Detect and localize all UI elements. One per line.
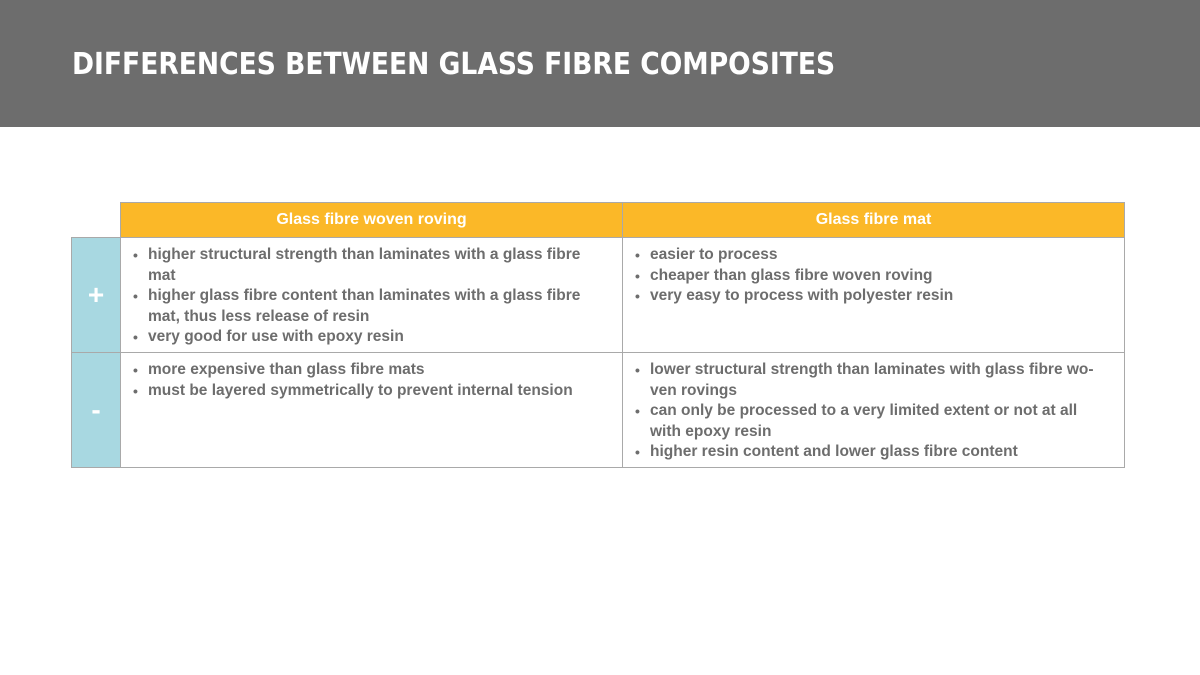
column-header-woven-roving: Glass fibre woven roving bbox=[121, 203, 623, 238]
list-item: • higher glass fibre content than laminates with a glass fibre mat, thus less release of resin bbox=[148, 286, 610, 327]
list-item: • must be layered symmetrically to prevent internal tension bbox=[148, 381, 610, 402]
bullet-list bbox=[121, 353, 622, 401]
list-item: • very easy to process with polyester resin bbox=[650, 286, 1112, 307]
list-item: • very good for use with epoxy resin bbox=[148, 327, 610, 348]
comparison-table bbox=[71, 202, 1125, 468]
bullet-list bbox=[121, 238, 622, 348]
bullet-list bbox=[623, 353, 1124, 463]
table-row-disadvantages bbox=[72, 353, 1125, 468]
list-item: • cheaper than glass fibre woven roving bbox=[650, 266, 1112, 287]
cell-woven-roving-advantages bbox=[121, 238, 623, 353]
slide-title: DIFFERENCES BETWEEN GLASS FIBRE COMPOSITES bbox=[72, 47, 836, 82]
list-item: • easier to process bbox=[650, 245, 1112, 266]
table-row-advantages bbox=[72, 238, 1125, 353]
cell-mat-advantages bbox=[623, 238, 1125, 353]
bullet-list bbox=[623, 238, 1124, 307]
cell-woven-roving-disadvantages bbox=[121, 353, 623, 468]
column-header-mat: Glass fibre mat bbox=[623, 203, 1125, 238]
table-header-row bbox=[72, 203, 1125, 238]
list-item: • can only be processed to a very limited extent or not at all with epoxy resin bbox=[650, 401, 1112, 442]
corner-cell bbox=[72, 203, 121, 238]
list-item: • more expensive than glass fibre mats bbox=[148, 360, 610, 381]
list-item: • higher structural strength than laminates with a glass fibre mat bbox=[148, 245, 610, 286]
disadvantages-sign: - bbox=[72, 353, 121, 468]
advantages-sign: + bbox=[72, 238, 121, 353]
header-band bbox=[0, 0, 1200, 127]
list-item: • higher resin content and lower glass fibre content bbox=[650, 442, 1112, 463]
list-item: • lower structural strength than laminates with glass fibre wo-ven rovings bbox=[650, 360, 1112, 401]
cell-mat-disadvantages bbox=[623, 353, 1125, 468]
